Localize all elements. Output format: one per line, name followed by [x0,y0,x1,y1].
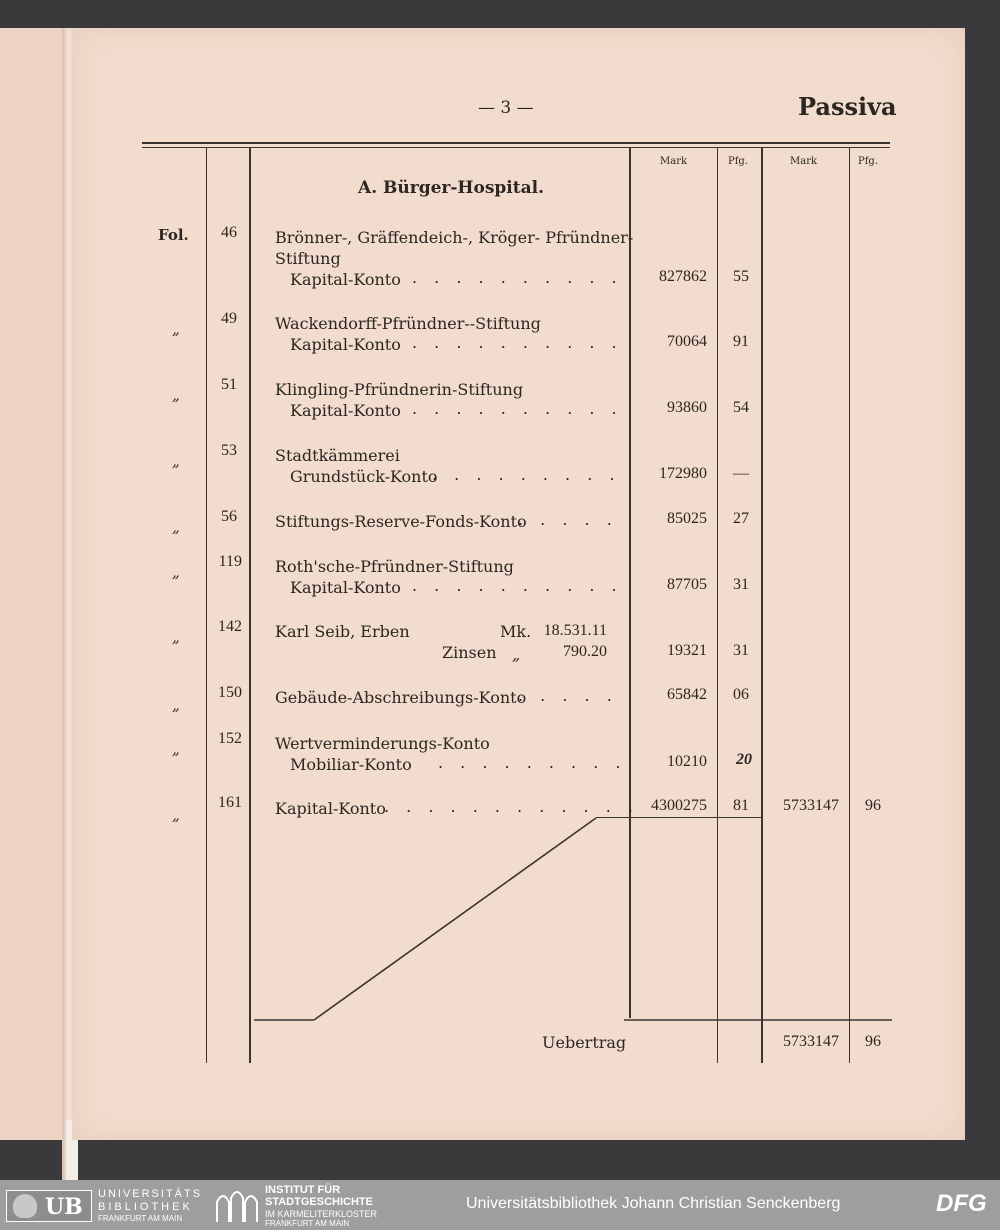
ub-logo-text: UB [45,1194,83,1220]
portrait-icon [13,1194,37,1218]
carry-pfg: 96 [865,1033,881,1050]
sub-label: Mk. [500,622,532,641]
scanned-page [72,28,965,1140]
ditto-mark: „ [512,645,521,664]
entry-line: Kapital-Konto [290,270,401,289]
amount-mark: 10210 [667,753,707,770]
entry-line: Kapital-Konto [290,335,401,354]
amount-mark: 70064 [667,333,707,350]
footer-bar [0,1180,1000,1230]
amount-mark: 827862 [659,268,707,285]
leader-dots: . . . . . . . . . . [412,333,623,352]
section-title: A. Bürger-Hospital. [358,178,544,198]
amount-mark: 19321 [667,642,707,659]
entry-line: Stiftung [275,249,341,268]
page-number: — 3 — [478,98,534,118]
entry-line: Kapital-Konto [275,799,386,818]
ub-line-3: FRANKFURT AM MAIN [98,1214,183,1223]
library-name: Universitätsbibliothek Johann Christian Senckenberg [466,1195,841,1212]
ditto-mark: „ [172,452,180,470]
ub-line-2: BIBLIOTHEK [98,1201,193,1213]
entry-line: Wackendorff-Pfründner--Stiftung [275,314,541,333]
amount-pfg: 06 [733,686,749,703]
leader-dots: . . . . . [518,686,618,705]
amount-mark: 85025 [667,510,707,527]
page-side-heading: Passiva [798,92,897,121]
amount-pfg: 91 [733,333,749,350]
ub-logo-icon [6,1190,92,1222]
isg-logo-icon [215,1188,259,1222]
sub-value: 18.531.11 [543,622,607,639]
total-pfg: 96 [865,797,881,814]
leader-dots: . . . . . . . . . . [412,268,623,287]
folio-number: 46 [221,224,237,241]
amount-mark: 4300275 [651,797,707,814]
sub-value: 790.20 [563,643,607,660]
entry-line: Grundstück-Konto [290,467,438,486]
dfg-logo: DFG [936,1190,987,1217]
ditto-mark: „ [172,628,180,646]
ditto-mark: „ [172,740,180,758]
entry-line: Kapital-Konto [290,401,401,420]
folio-number: 161 [218,794,242,811]
header-mark-1: Mark [660,156,688,167]
folio-number: 49 [221,310,237,327]
cancel-diagonal [72,28,965,1140]
folio-number: 150 [218,684,242,701]
ditto-mark: „ [172,563,180,581]
entry-line: Mobiliar-Konto [290,755,412,774]
header-mark-2: Mark [790,156,818,167]
isg-line-1: INSTITUT FÜR [265,1184,341,1196]
folio-number: 53 [221,442,237,459]
folio-number: 51 [221,376,237,393]
amount-pfg: 31 [733,576,749,593]
ditto-mark: „ [172,806,180,824]
folio-number: 142 [218,618,242,635]
leader-dots: . . . . . . . . . . [412,576,623,595]
isg-line-3: IM KARMELITERKLOSTER [265,1209,378,1219]
leader-dots: . . . . . . . . . [438,753,627,772]
entry-line: Stadtkämmerei [275,446,400,465]
amount-pfg: 27 [733,510,749,527]
entry-line: Zinsen [442,643,497,662]
amount-mark: 65842 [667,686,707,703]
leader-dots: . . . . . [518,510,618,529]
ditto-mark: „ [172,518,180,536]
entry-line: Stiftungs-Reserve-Fonds-Konto [275,512,527,531]
ub-line-1: UNIVERSITÄTS [98,1188,203,1200]
leader-dots: . . . . . . . . . [432,465,621,484]
ditto-mark: „ [172,320,180,338]
folio-number: 152 [218,730,242,747]
leader-dots: . . . . . . . . . . [412,399,623,418]
entry-line: Brönner-, Gräffendeich-, Kröger- Pfründner- [275,228,634,247]
entry-line: Wertverminderungs-Konto [275,734,490,753]
amount-pfg: 55 [733,268,749,285]
entry-line: Roth'sche-Pfründner-Stiftung [275,557,514,576]
isg-line-2: STADTGESCHICHTE [265,1196,373,1208]
left-page-edge [0,28,66,1140]
folio-number: 56 [221,508,237,525]
amount-mark: 87705 [667,576,707,593]
entry-line: Gebäude-Abschreibungs-Konto [275,688,527,707]
amount-mark: 172980 [659,465,707,482]
ditto-mark: „ [172,386,180,404]
amount-pfg-handwritten: 20 [736,751,752,768]
amount-pfg: 81 [733,797,749,814]
amount-pfg: 54 [733,399,749,416]
amount-mark: 93860 [667,399,707,416]
fol-label: Fol. [158,226,189,244]
ditto-mark: „ [172,696,180,714]
carry-mark: 5733147 [783,1033,839,1050]
leader-dots: . . . . . . . . . . . . [384,797,639,816]
header-pfg-1: Pfg. [728,156,749,167]
folio-number: 119 [218,553,242,570]
carry-label: Uebertrag [542,1033,627,1052]
entry-line: Kapital-Konto [290,578,401,597]
header-pfg-2: Pfg. [858,156,879,167]
total-mark: 5733147 [783,797,839,814]
amount-pfg: 31 [733,642,749,659]
entry-line: Klingling-Pfründnerin-Stiftung [275,380,524,399]
isg-line-4: FRANKFURT AM MAIN [265,1219,350,1228]
amount-pfg: — [733,465,749,482]
entry-line: Karl Seib, Erben [275,622,410,641]
